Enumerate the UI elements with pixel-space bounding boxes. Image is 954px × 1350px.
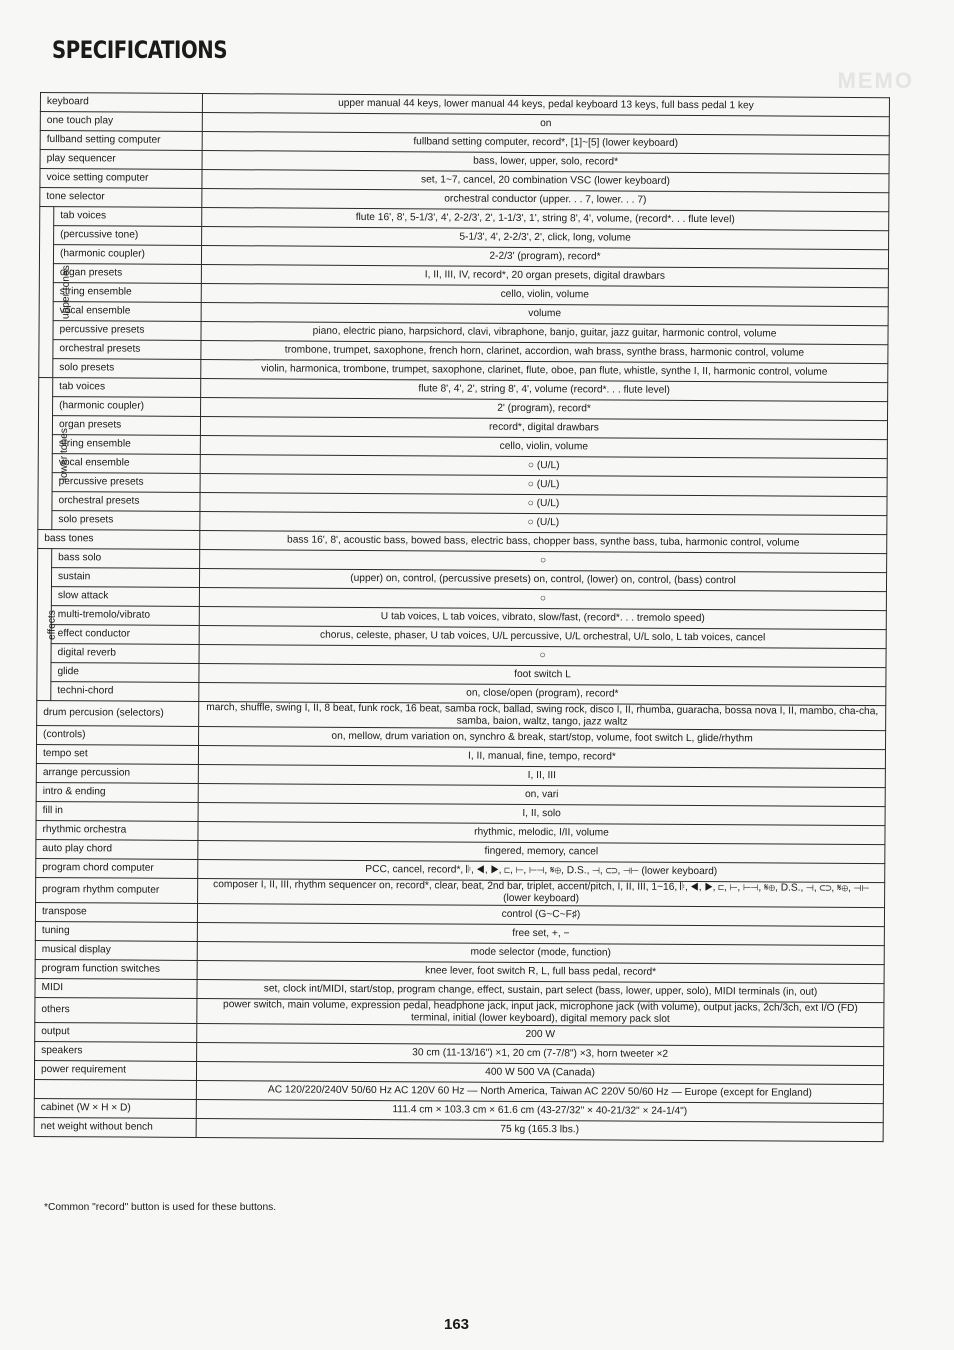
spec-value: 5-1/3', 4', 2-2/3', 2', click, long, volume — [202, 226, 889, 249]
spec-key: solo presets — [52, 511, 200, 531]
spec-key: (harmonic coupler) — [53, 245, 201, 265]
spec-value: violin, harmonica, trombone, trumpet, saxophone, clarinet, flute, oboe, pan flute, whistle, synthe I, II, harmonic control, volume — [201, 359, 888, 382]
spec-key: output — [35, 1022, 197, 1042]
spec-key: tuning — [35, 921, 197, 941]
spec-key: MIDI — [35, 978, 197, 998]
spec-key: tempo set — [36, 744, 198, 764]
spec-value: bass 16', 8', acoustic bass, bowed bass, electric bass, chopper bass, synthe bass, tuba, harmonic control, volume — [200, 530, 887, 553]
page-number: 163 — [444, 1316, 470, 1333]
spec-key: power requirement — [34, 1060, 196, 1080]
footnote: *Common "record" button is used for these buttons. — [44, 1202, 277, 1213]
spec-value: 200 W — [197, 1023, 884, 1046]
spec-key: (percussive tone) — [54, 226, 202, 246]
spec-value: ○ — [199, 644, 886, 667]
spec-key: net weight without bench — [34, 1117, 196, 1137]
spec-key: slow attack — [51, 587, 199, 607]
spec-key: orchestral presets — [52, 492, 200, 512]
spec-key: speakers — [35, 1041, 197, 1061]
spec-key: multi-tremolo/vibrato — [51, 606, 199, 626]
spec-value: flute 16', 8', 5-1/3', 4', 2-2/3', 2', 1-1/3', 1', string 8', 4', volume, (record*. . . flute level) — [202, 207, 889, 230]
spec-value: chorus, celeste, phaser, U tab voices, U/L percussive, U/L orchestral, U/L solo, L tab voices, cancel — [199, 625, 886, 648]
spec-value: ○ (U/L) — [200, 492, 887, 515]
spec-value: on, mellow, drum variation on, synchro & break, start/stop, volume, foot switch L, glide/rhythm — [199, 726, 886, 749]
page-title: SPECIFICATIONS — [52, 36, 228, 64]
group-label-text: effects — [46, 609, 58, 640]
spec-key: solo presets — [53, 359, 201, 379]
spec-value: march, shuffle, swing I, II, 8 beat, funk rock, 16 beat, samba rock, ballad, swing rock, disco I, II, rhumba, guaracha, bossa nova I, II, mambo, cha-cha, samba, baion, waltz, tango, jazz waltz — [199, 701, 886, 730]
spec-key: musical display — [35, 940, 197, 960]
spec-key: glide — [51, 663, 199, 683]
spec-value: 2' (program), record* — [201, 397, 888, 420]
memo-ghost-text: MEMO — [837, 68, 914, 93]
spec-value: I, II, solo — [198, 802, 885, 825]
group-label-text: lower tones — [58, 427, 71, 480]
spec-value: ○ (U/L) — [200, 511, 887, 534]
spec-key: vocal ensemble — [52, 454, 200, 474]
spec-value: fullband setting computer, record*, [1]~[5] (lower keyboard) — [202, 131, 889, 154]
spec-key: percussive presets — [53, 321, 201, 341]
spec-value: set, 1~7, cancel, 20 combination VSC (lower keyboard) — [202, 169, 889, 192]
spec-value: orchestral conductor (upper. . . 7, lower. . . 7) — [202, 188, 889, 211]
spec-value: 400 W 500 VA (Canada) — [196, 1061, 883, 1084]
spec-value: flute 8', 4', 2', string 8', 4', volume (record*. . . flute level) — [201, 378, 888, 401]
spec-key: others — [35, 997, 197, 1023]
spec-value: upper manual 44 keys, lower manual 44 keys, pedal keyboard 13 keys, full bass pedal 1 key — [202, 93, 889, 116]
spec-value: U tab voices, L tab voices, vibrato, slow/fast, (record*. . . tremolo speed) — [199, 606, 886, 629]
spec-value: I, II, III — [198, 764, 885, 787]
spec-key: transpose — [35, 902, 197, 922]
spec-key: intro & ending — [36, 782, 198, 802]
spec-key: vocal ensemble — [53, 302, 201, 322]
spec-value: knee lever, foot switch R, L, full bass pedal, record* — [197, 960, 884, 983]
spec-key: techni-chord — [51, 682, 199, 702]
spec-value: on — [202, 112, 889, 135]
spec-value: 30 cm (11-13/16") ×1, 20 cm (7-7/8") ×3, horn tweeter ×2 — [197, 1042, 884, 1065]
spec-value: mode selector (mode, function) — [197, 941, 884, 964]
spec-value: 75 kg (165.3 lbs.) — [196, 1118, 883, 1141]
spec-key: arrange percussion — [36, 763, 198, 783]
spec-key: play sequencer — [40, 150, 202, 170]
specifications-table — [34, 92, 890, 1142]
spec-key: effect conductor — [51, 625, 199, 645]
spec-value: trombone, trumpet, saxophone, french horn, clarinet, accordion, wah brass, synthe brass, harmonic control, volume — [201, 340, 888, 363]
spec-key — [34, 1079, 196, 1099]
spec-value: foot switch L — [199, 663, 886, 686]
group-label-effects — [37, 548, 58, 700]
spec-key: auto play chord — [36, 839, 198, 859]
spec-value: set, clock int/MIDI, start/stop, program change, effect, sustain, part select (bass, lower, upper, solo), MIDI terminals (in, out) — [197, 979, 884, 1002]
spec-value: cello, violin, volume — [200, 435, 887, 458]
spec-value: cello, violin, volume — [201, 283, 888, 306]
spec-value: ○ (U/L) — [200, 454, 887, 477]
spec-value: composer I, II, III, rhythm sequencer on, record*, clear, beat, 2nd bar, triplet, accent/pitch, I, II, III, 1~16, 𝄆, ◀, ▶, ⊏, ⊢, ⊢⊣, 𝄋⊕, D.S., ⊣, ⊂⊃, 𝄋⊕, ⊣⊢ (lower keyboard) — [198, 878, 885, 907]
spec-value: I, II, manual, fine, tempo, record* — [198, 745, 885, 768]
table-row — [34, 1117, 883, 1141]
spec-value: I, II, III, IV, record*, 20 organ presets, digital drawbars — [201, 264, 888, 287]
spec-key: tab voices — [53, 378, 201, 398]
group-label-upper-tones — [39, 207, 72, 378]
spec-key: rhythmic orchestra — [36, 820, 198, 840]
spec-value: power switch, main volume, expression pedal, headphone jack, input jack, microphone jack (with volume), output jacks, 2ch/3ch, ext I/O (FD) terminal, initial (lower keyboard), digital memory pack slot — [197, 998, 884, 1027]
spec-value: AC 120/220/240V 50/60 Hz AC 120V 60 Hz — North America, Taiwan AC 220V 50/60 Hz — Europe (except for England) — [196, 1080, 883, 1103]
spec-value: free set, +, − — [197, 922, 884, 945]
spec-value: volume — [201, 302, 888, 325]
spec-value: rhythmic, melodic, I/II, volume — [198, 821, 885, 844]
spec-key: program chord computer — [36, 858, 198, 878]
group-label-lower-tones — [38, 377, 71, 529]
spec-value: ○ — [200, 549, 887, 572]
spec-value: ○ — [199, 587, 886, 610]
spec-value: bass, lower, upper, solo, record* — [202, 150, 889, 173]
spec-key: one touch play — [40, 112, 202, 132]
spec-value: piano, electric piano, harpsichord, clavi, vibraphone, banjo, guitar, jazz guitar, harmonic control, volume — [201, 321, 888, 344]
spec-value: record*, digital drawbars — [200, 416, 887, 439]
spec-value: on, vari — [198, 783, 885, 806]
spec-key: voice setting computer — [40, 169, 202, 189]
spec-value: ○ (U/L) — [200, 473, 887, 496]
spec-key: keyboard — [40, 93, 202, 113]
spec-key: percussive presets — [52, 473, 200, 493]
spec-key: tab voices — [54, 207, 202, 227]
spec-key: program function switches — [35, 959, 197, 979]
spec-value: 111.4 cm × 103.3 cm × 61.6 cm (43-27/32" × 40-21/32" × 24-1/4") — [196, 1099, 883, 1122]
spec-key: digital reverb — [51, 644, 199, 664]
spec-key: bass tones — [38, 529, 200, 549]
spec-key: fullband setting computer — [40, 131, 202, 151]
spec-key: program rhythm computer — [36, 877, 198, 903]
spec-key: bass solo — [52, 549, 200, 569]
spec-key: fill in — [36, 801, 198, 821]
spec-key: organ presets — [53, 264, 201, 284]
spec-key: (harmonic coupler) — [53, 397, 201, 417]
spec-key: cabinet (W × H × D) — [34, 1098, 196, 1118]
spec-key: string ensemble — [52, 435, 200, 455]
spec-key: orchestral presets — [53, 340, 201, 360]
spec-value: PCC, cancel, record*, 𝄆, ◀, ▶, ⊏, ⊢, ⊢⊣, 𝄋⊕, D.S., ⊣, ⊂⊃, ⊣⊢ (lower keyboard) — [198, 859, 885, 882]
spec-key: (controls) — [37, 725, 199, 745]
spec-value: control (G~C~F♯) — [197, 903, 884, 926]
spec-value: (upper) on, control, (percussive presets) on, control, (lower) on, control, (bass) control — [199, 568, 886, 591]
spec-key: sustain — [51, 568, 199, 588]
spec-key: organ presets — [52, 416, 200, 436]
spec-value: fingered, memory, cancel — [198, 840, 885, 863]
spec-key: string ensemble — [53, 283, 201, 303]
group-label-text: upper tones — [60, 265, 72, 320]
spec-key: tone selector — [40, 188, 202, 208]
spec-key: drum percusion (selectors) — [37, 700, 199, 726]
spec-value: on, close/open (program), record* — [199, 682, 886, 705]
spec-value: 2-2/3' (program), record* — [201, 245, 888, 268]
